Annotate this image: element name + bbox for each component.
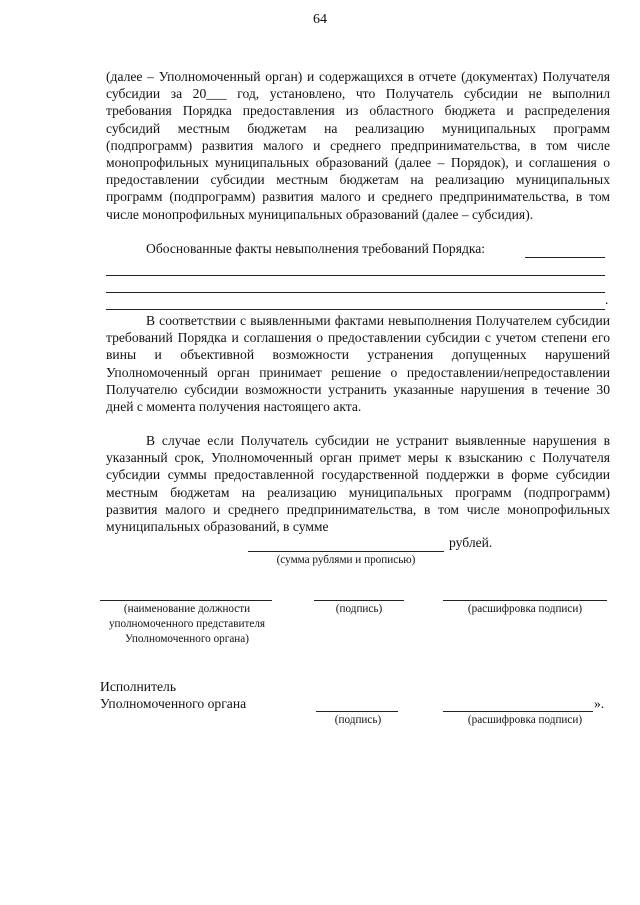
facts-line-3 [106,292,605,293]
signature-caption: (подпись) [335,603,383,615]
facts-line-1 [525,257,605,258]
closing-quote: ». [594,696,605,711]
executor-label: Исполнитель [100,679,177,694]
executor-signature-line [316,711,398,712]
sum-line [248,551,444,552]
page-number: 64 [313,12,327,27]
executor-decoding-line [443,711,593,712]
sum-caption: (сумма рублями и прописью) [276,554,416,566]
decoding-line [443,600,607,601]
paragraph-intro: (далее – Уполномоченный орган) и содержащихся в отчете (документах) Получателя субсидии за 20___ год, установлено, что Получатель субсидии не выполнил требования Порядка предоставления из областного бюджета и распределения субсидий местным бюджетам на реализацию муниципальных программ (подпрограмм) развития малого и среднего предпринимательства, в том числе монопрофильных муниципальных образований (далее – Порядок), и соглашения о предоставлении субсидии местным бюджетам на реализацию муниципальных программ (подпрограмм) развития малого и среднего предпринимательства, в том числе монопрофильных муниципальных образований (далее – субсидия). [106,69,610,222]
facts-end-mark: . [605,292,609,307]
paragraph-recovery: В случае если Получатель субсидии не устранит выявленные нарушения в указанный срок, Уполномоченный орган примет меры к взысканию с Получателя субсидии суммы предоставленной государственной поддержки в форме субсидии местным бюджетам на реализацию муниципальных программ (подпрограмм) развития малого и среднего предпринимательства, в том числе монопрофильных муниципальных образований, в сумме [106,433,610,535]
position-line [100,600,272,601]
facts-label: Обоснованные факты невыполнения требований Порядка: [146,241,486,256]
facts-line-2 [106,275,605,276]
signature-line [314,600,404,601]
executor-signature-caption: (подпись) [334,714,382,726]
position-caption: (наименование должности уполномоченного представителя Уполномоченного органа) [108,603,266,645]
executor-decoding-caption: (расшифровка подписи) [467,714,583,726]
paragraph-decision: В соответствии с выявленными фактами невыполнения Получателем субсидии требований Порядка и соглашения о предоставлении субсидии с учетом степени его вины и объективной возможности устранения допущенных нарушений Уполномоченный орган принимает решение о предоставлении/непредоставлении Получателю субсидии возможности устранить указанные нарушения в течение 30 дней с момента получения настоящего акта. [106,313,610,415]
facts-line-4 [106,309,605,310]
rubles-suffix: рублей. [449,535,493,550]
decoding-caption: (расшифровка подписи) [467,603,583,615]
executor-organ-label: Уполномоченного органа [100,696,247,711]
